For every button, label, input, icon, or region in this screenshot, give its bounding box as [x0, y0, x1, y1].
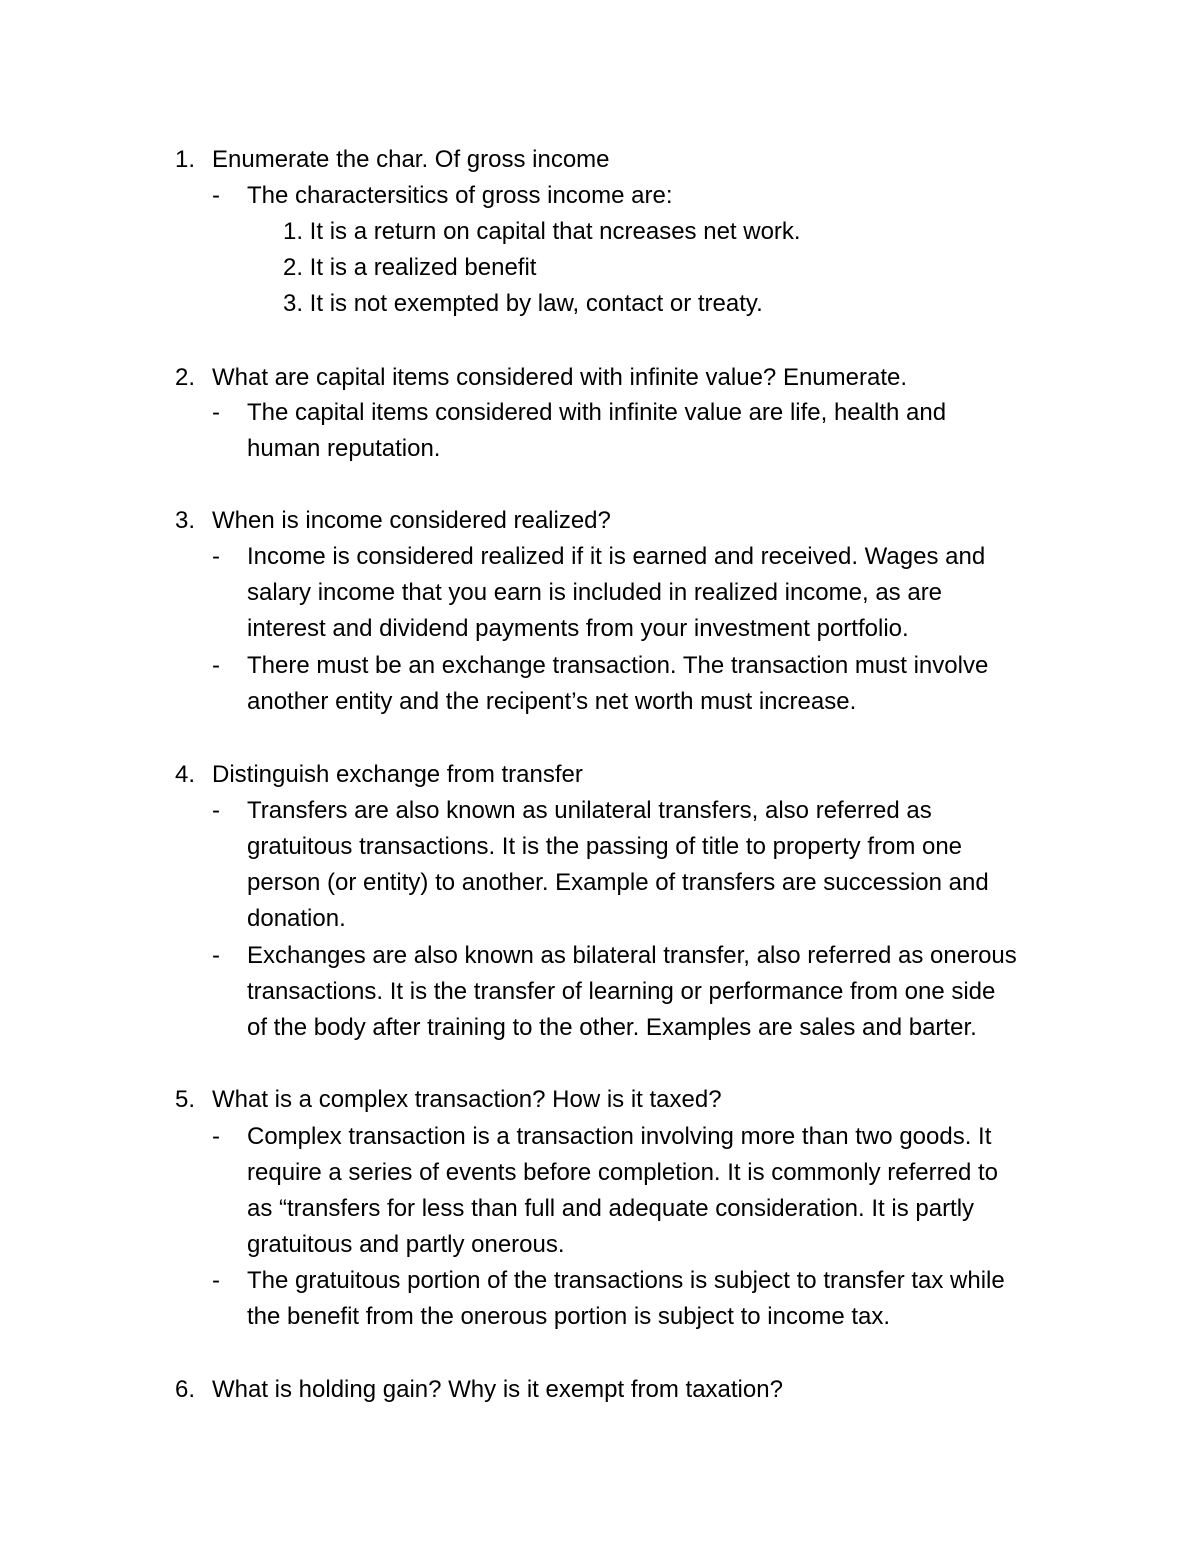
answer-line: There must be an exchange transaction. The transaction must involve [247, 652, 989, 679]
answer-dash: - [212, 399, 220, 426]
question-number: 1. [175, 146, 196, 173]
question-number: 2. [175, 364, 196, 391]
answer-dash: - [212, 1123, 220, 1150]
answer-line: Complex transaction is a transaction involving more than two goods. It [247, 1123, 992, 1150]
answer-line: as “transfers for less than full and adequate consideration. It is partly [247, 1195, 975, 1222]
answer-line: Income is considered realized if it is earned and received. Wages and [247, 543, 986, 570]
question-text: What is a complex transaction? How is it taxed? [212, 1086, 722, 1113]
answer-line: interest and dividend payments from your investment portfolio. [247, 615, 909, 642]
answer-line: the benefit from the onerous portion is subject to income tax. [247, 1303, 891, 1330]
answer-line: The charactersitics of gross income are: [247, 182, 673, 209]
answer-line: The capital items considered with infinite value are life, health and [247, 399, 947, 426]
question-number: 4. [175, 761, 196, 788]
question-text: When is income considered realized? [212, 507, 611, 534]
question-number: 5. [175, 1086, 196, 1113]
answer-line: require a series of events before completion. It is commonly referred to [247, 1159, 999, 1186]
answer-line: donation. [247, 905, 346, 932]
answer-line: transactions. It is the transfer of learning or performance from one side [247, 978, 996, 1005]
answer-line: person (or entity) to another. Example of transfers are succession and [247, 869, 989, 896]
answer-dash: - [212, 543, 220, 570]
question-text: Enumerate the char. Of gross income [212, 146, 610, 173]
answer-line: gratuitous and partly onerous. [247, 1231, 565, 1258]
question-number: 6. [175, 1376, 196, 1403]
answer-dash: - [212, 182, 220, 209]
answer-line: salary income that you earn is included in realized income, as are [247, 579, 943, 606]
sub-item: 3. It is not exempted by law, contact or treaty. [283, 290, 763, 317]
answer-line: another entity and the recipent’s net worth must increase. [247, 688, 857, 715]
question-text: What is holding gain? Why is it exempt from taxation? [212, 1376, 783, 1403]
answer-dash: - [212, 652, 220, 679]
answer-line: human reputation. [247, 435, 441, 462]
question-number: 3. [175, 507, 196, 534]
answer-line: gratuitous transactions. It is the passing of title to property from one [247, 833, 963, 860]
sub-item: 2. It is a realized benefit [283, 254, 537, 281]
question-text: Distinguish exchange from transfer [212, 761, 583, 788]
answer-dash: - [212, 1267, 220, 1294]
answer-line: Exchanges are also known as bilateral transfer, also referred as onerous [247, 942, 1017, 969]
answer-dash: - [212, 797, 220, 824]
answer-line: Transfers are also known as unilateral transfers, also referred as [247, 797, 932, 824]
question-text: What are capital items considered with infinite value? Enumerate. [212, 364, 908, 391]
sub-item: 1. It is a return on capital that ncreases net work. [283, 218, 801, 245]
answer-dash: - [212, 942, 220, 969]
answer-line: of the body after training to the other. Examples are sales and barter. [247, 1014, 977, 1041]
answer-line: The gratuitous portion of the transactions is subject to transfer tax while [247, 1267, 1005, 1294]
